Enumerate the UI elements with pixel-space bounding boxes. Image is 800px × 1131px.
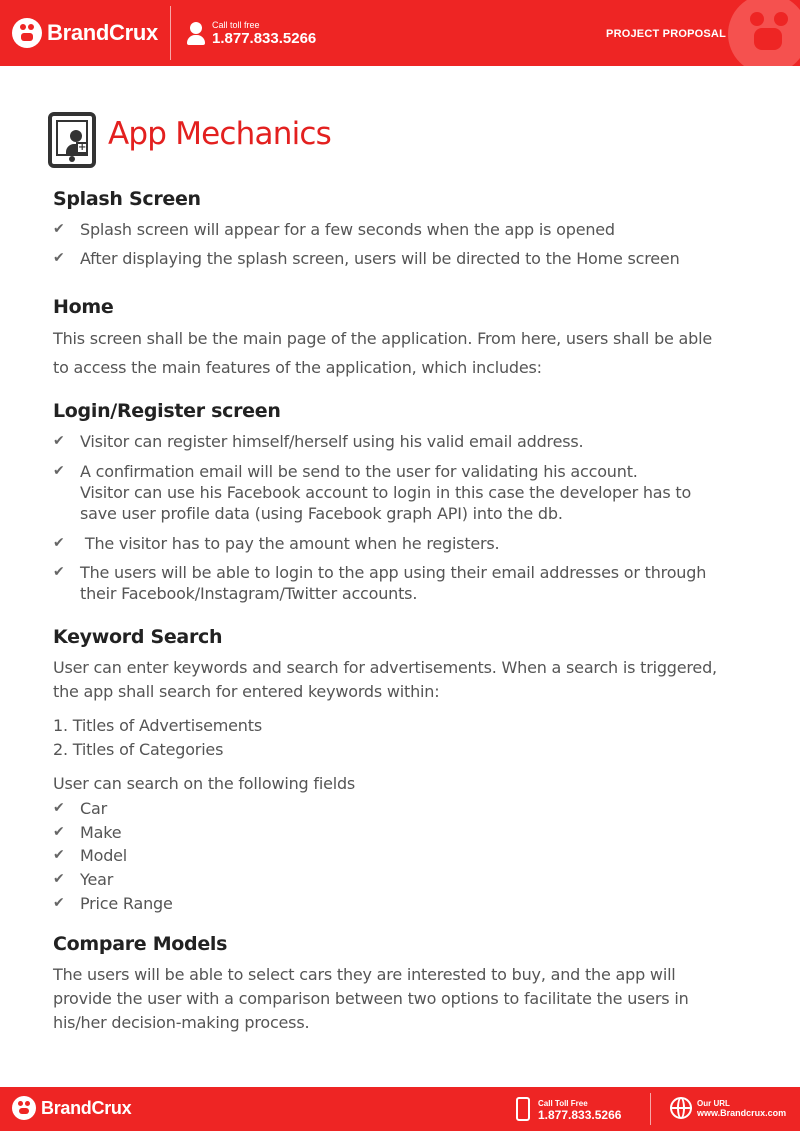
call-number[interactable]: 1.877.833.5266 — [212, 30, 317, 47]
check-icon: ✔ — [53, 800, 65, 816]
check-icon: ✔ — [53, 847, 65, 863]
fields-intro: User can search on the following fields — [53, 774, 356, 793]
document-type: PROJECT PROPOSAL — [606, 28, 726, 40]
check-icon: ✔ — [53, 824, 65, 840]
header-divider — [170, 6, 171, 60]
brand-logo[interactable] — [12, 16, 158, 50]
section-heading-home: Home — [53, 296, 114, 318]
mascot-watermark-icon — [728, 0, 800, 66]
compare-line-3: his/her decision-making process. — [53, 1013, 310, 1032]
page-title: App Mechanics — [108, 116, 331, 152]
keyword-paragraph-line-1: User can enter keywords and search for advertisements. When a search is triggered, — [53, 658, 717, 677]
section-heading-splash: Splash Screen — [53, 188, 201, 210]
compare-line-2: provide the user with a comparison between two options to facilitate the users in — [53, 989, 689, 1008]
check-icon: ✔ — [53, 433, 65, 449]
brand-mascot-icon — [12, 18, 42, 48]
header-call[interactable] — [186, 20, 316, 47]
list-item: ✔ The users will be able to login to the app using their email addresses or through — [53, 563, 707, 582]
list-item: ✔ Price Range — [53, 894, 173, 913]
footer-call-label: Call Toll Free — [538, 1099, 588, 1108]
globe-icon — [670, 1097, 692, 1119]
check-icon: ✔ — [53, 250, 65, 266]
list-item: ✔ Year — [53, 870, 114, 889]
support-agent-icon — [186, 22, 206, 46]
section-heading-keyword: Keyword Search — [53, 626, 223, 648]
numbered-item: 2. Titles of Categories — [53, 740, 224, 759]
check-icon: ✔ — [53, 535, 65, 551]
footer-divider — [650, 1093, 651, 1125]
section-heading-login: Login/Register screen — [53, 400, 281, 422]
compare-line-1: The users will be able to select cars they are interested to buy, and the app will — [53, 965, 676, 984]
list-item-continuation: their Facebook/Instagram/Twitter accounts. — [80, 584, 418, 603]
footer-brand-name: BrandCrux — [41, 1097, 132, 1118]
check-icon: ✔ — [53, 871, 65, 887]
check-icon: ✔ — [53, 463, 65, 479]
call-label: Call toll free — [212, 20, 260, 30]
list-item: ✔ Car — [53, 799, 107, 818]
numbered-item: 1. Titles of Advertisements — [53, 716, 262, 735]
home-paragraph-line-2: to access the main features of the application, which includes: — [53, 358, 542, 377]
list-item: ✔ A confirmation email will be send to the user for validating his account. — [53, 462, 638, 481]
check-icon: ✔ — [53, 564, 65, 580]
footer-url-link[interactable]: www.Brandcrux.com — [697, 1108, 787, 1118]
section-heading-compare: Compare Models — [53, 933, 228, 955]
list-item: ✔ After displaying the splash screen, users will be directed to the Home screen — [53, 249, 680, 268]
footer-call[interactable] — [538, 1099, 621, 1122]
brand-name: BrandCrux — [47, 20, 158, 45]
footer-url[interactable] — [697, 1099, 786, 1119]
list-item-continuation: save user profile data (using Facebook graph API) into the db. — [80, 504, 563, 523]
home-paragraph-line-1: This screen shall be the main page of the application. From here, users shall be able — [53, 329, 713, 348]
footer-brand-logo[interactable] — [12, 1096, 131, 1120]
keyword-paragraph-line-2: the app shall search for entered keywords within: — [53, 682, 440, 701]
list-item: ✔ Splash screen will appear for a few seconds when the app is opened — [53, 220, 615, 239]
list-item-continuation: Visitor can use his Facebook account to login in this case the developer has to — [80, 483, 692, 502]
list-item: ✔ Make — [53, 823, 122, 842]
list-item: ✔ Model — [53, 846, 128, 865]
footer-url-label: Our URL — [697, 1099, 730, 1108]
list-item: ✔ The visitor has to pay the amount when he registers. — [53, 534, 500, 553]
tablet-user-icon: + — [48, 112, 96, 168]
footer-call-number[interactable]: 1.877.833.5266 — [538, 1108, 622, 1122]
check-icon: ✔ — [53, 221, 65, 237]
phone-icon — [516, 1097, 530, 1121]
brand-mascot-icon — [12, 1096, 36, 1120]
page-header — [0, 0, 800, 66]
check-icon: ✔ — [53, 895, 65, 911]
page-footer — [0, 1087, 800, 1131]
list-item: ✔ Visitor can register himself/herself using his valid email address. — [53, 432, 584, 451]
